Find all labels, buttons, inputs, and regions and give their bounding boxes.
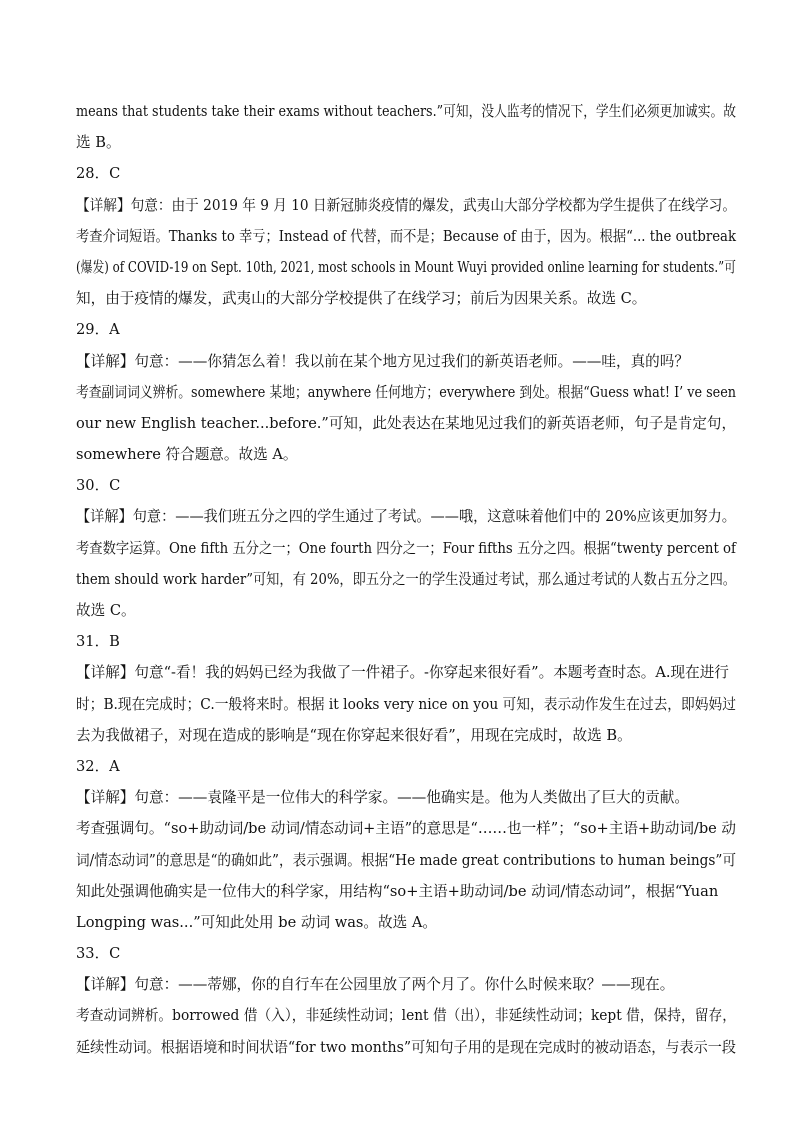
text-line: 考查强调句。“so+助动词/be 动词/情态动词+主语”的意思是“……也一样”；“so+主语+助动词/be 动 — [76, 820, 737, 838]
text-line: Longping was...”可知此处用 be 动词 was。故选 A。 — [76, 913, 437, 931]
text-line: (爆发) of COVID-19 on Sept. 10th, 2021, most schools in Mount Wuyi provided online learning for students.”可 — [76, 258, 737, 276]
text-line: 选 B。 — [76, 134, 121, 152]
text-line: 考查数字运算。One fifth 五分之一；One fourth 四分之一；Four fifths 五分之四。根据“twenty percent of — [76, 539, 736, 557]
text-line: 延续性动词。根据语境和时间状语“for two months”可知句子用的是现在完成时的被动语态，与表示一段 — [76, 1038, 736, 1056]
text-line: means that students take their exams without teachers.”可知，没人监考的情况下，学生们必须更加诚实。故 — [76, 103, 737, 120]
text-line: 【详解】句意：由于 2019 年 9 月 10 日新冠肺炎疫情的爆发，武夷山大部分学校都为学生提供了在线学习。 — [76, 196, 736, 214]
text-line: 【详解】句意“-看！我的妈妈已经为我做了一件裙子。-你穿起来很好看”。本题考查时态。A.现在进行 — [76, 664, 729, 682]
text-line: 考查介词短语。Thanks to 幸亏；Instead of 代替，而不是；Because of 由于，因为。根据“... the outbreak — [76, 227, 736, 245]
text-line: 去为我做裙子，对现在造成的影响是“现在你穿起来很好看”，用现在完成时，故选 B。 — [76, 726, 632, 744]
text-line: our new English teacher...before.”可知，此处表达在某地见过我们的新英语老师，句子是肯定句， — [76, 414, 736, 432]
text-line: 故选 C。 — [76, 602, 136, 619]
text-line: somewhere 符合题意。故选 A。 — [76, 446, 298, 464]
text-line: 知此处强调他确实是一位伟大的科学家，用结构“so+主语+助动词/be 动词/情态动词”，根据“Yuan — [76, 882, 719, 900]
text-line: 知，由于疫情的爆发，武夷山的大部分学校提供了在线学习；前后为因果关系。故选 C。 — [76, 290, 647, 308]
text-line: 【详解】句意：——我们班五分之四的学生通过了考试。——哦，这意味着他们中的 20%应该更加努力。 — [76, 508, 736, 526]
text-line: 【详解】句意：——你猜怎么着！我以前在某个地方见过我们的新英语老师。——哇，真的吗？ — [76, 352, 689, 370]
text-line: 【详解】句意：——袁隆平是一位伟大的科学家。——他确实是。他为人类做出了巨大的贡献。 — [76, 789, 689, 807]
text-line: 词/情态动词”的意思是“的确如此”，表示强调。根据“He made great contributions to human beings”可 — [76, 851, 737, 869]
text-line: 时；B.现在完成时；C.一般将来时。根据 it looks very nice on you 可知，表示动作发生在过去，即妈妈过 — [76, 695, 736, 713]
text-line: them should work harder”可知，有 20%，即五分之一的学生没通过考试，那么通过考试的人数占五分之四。 — [76, 570, 737, 588]
question-number: 33．C — [76, 945, 121, 963]
text-line: 考查动词辨析。borrowed 借（入），非延续性动词；lent 借（出），非延续性动词；kept 借，保持，留存， — [76, 1007, 736, 1025]
text-line: 【详解】句意：——蒂娜，你的自行车在公园里放了两个月了。你什么时候来取？——现在。 — [76, 976, 675, 994]
question-number: 31．B — [76, 633, 120, 651]
text-line: 考查副词词义辨析。somewhere 某地；anywhere 任何地方；everywhere 到处。根据“Guess what! I’ ve seen — [76, 383, 737, 401]
question-number: 30．C — [76, 477, 121, 495]
answer-explanations — [76, 96, 736, 1063]
question-number: 28．C — [76, 165, 121, 183]
question-number: 29．A — [76, 321, 120, 339]
question-number: 32．A — [76, 757, 120, 775]
